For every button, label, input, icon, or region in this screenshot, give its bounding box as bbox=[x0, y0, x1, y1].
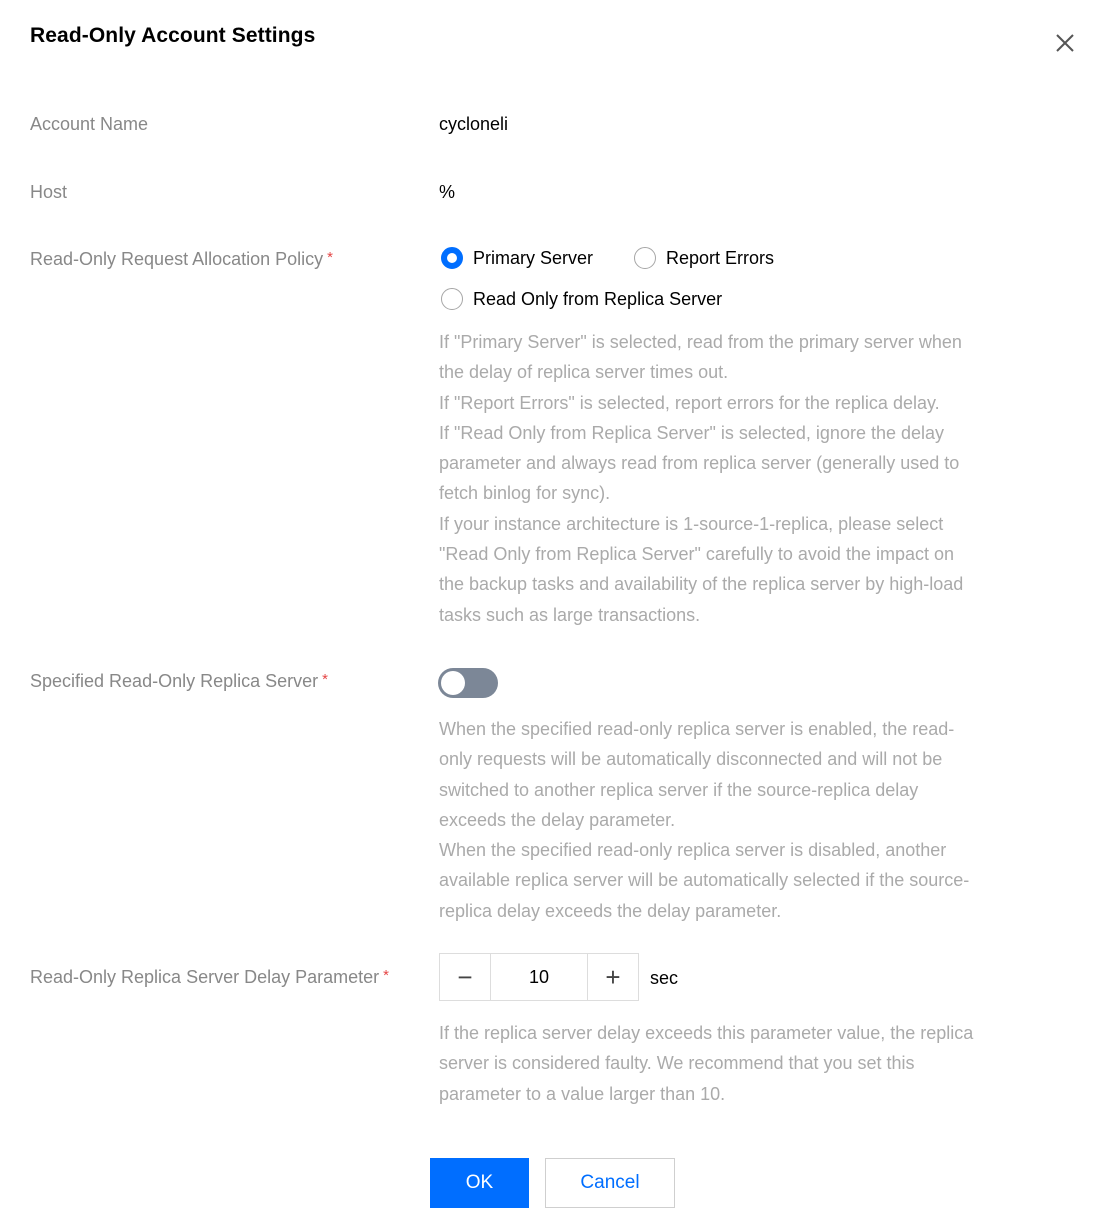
radio-unchecked-icon bbox=[441, 288, 463, 310]
account-name-value: cycloneli bbox=[439, 114, 509, 134]
required-mark: * bbox=[383, 967, 389, 984]
required-mark: * bbox=[327, 249, 333, 266]
help-line: If the replica server delay exceeds this parameter value, the replica bbox=[439, 1023, 974, 1043]
help-line: exceeds the delay parameter. bbox=[439, 809, 676, 830]
delay-help-text bbox=[439, 1018, 1039, 1109]
policy-help-text bbox=[439, 327, 1039, 630]
increment-button[interactable]: + bbox=[587, 954, 638, 1000]
delay-input[interactable] bbox=[491, 954, 587, 1000]
help-line: fetch binlog for sync). bbox=[439, 483, 611, 504]
help-line: available replica server will be automatically selected if the source- bbox=[439, 870, 970, 891]
account-name-label: Account Name bbox=[30, 114, 149, 134]
help-line: the delay of replica server times out. bbox=[439, 362, 729, 383]
delay-stepper bbox=[439, 953, 639, 1001]
help-line: the backup tasks and availability of the replica server by high-load bbox=[439, 574, 964, 595]
delay-unit: sec bbox=[650, 968, 679, 988]
specified-replica-help-text bbox=[439, 714, 1039, 926]
close-icon[interactable] bbox=[1052, 30, 1078, 56]
help-line: If "Report Errors" is selected, report errors for the replica delay. bbox=[439, 392, 940, 413]
help-line: server is considered faulty. We recommend that you set this bbox=[439, 1053, 915, 1074]
radio-checked-icon bbox=[441, 247, 463, 269]
specified-replica-toggle[interactable] bbox=[438, 668, 498, 698]
help-line: If "Primary Server" is selected, read from the primary server when bbox=[439, 332, 962, 352]
host-label: Host bbox=[30, 182, 68, 202]
delay-label bbox=[30, 967, 389, 988]
decrement-button[interactable]: − bbox=[440, 954, 491, 1000]
help-line: parameter to a value larger than 10. bbox=[439, 1083, 726, 1104]
radio-label: Read Only from Replica Server bbox=[473, 288, 723, 309]
required-mark: * bbox=[322, 671, 328, 688]
help-line: parameter and always read from replica server (generally used to bbox=[439, 453, 960, 474]
radio-report-errors[interactable] bbox=[634, 247, 774, 269]
toggle-knob bbox=[441, 671, 465, 695]
host-value: % bbox=[439, 182, 456, 202]
help-line: If "Read Only from Replica Server" is selected, ignore the delay bbox=[439, 422, 945, 443]
radio-unchecked-icon bbox=[634, 247, 656, 269]
help-line: If your instance architecture is 1-source-1-replica, please select bbox=[439, 513, 944, 534]
ok-button[interactable]: OK bbox=[430, 1158, 529, 1208]
radio-label: Primary Server bbox=[473, 247, 594, 268]
specified-replica-label-text: Specified Read-Only Replica Server bbox=[30, 671, 319, 691]
policy-label bbox=[30, 249, 333, 270]
radio-read-only-from-replica[interactable] bbox=[441, 288, 722, 310]
radio-primary-server[interactable] bbox=[441, 247, 593, 269]
radio-label: Report Errors bbox=[666, 247, 775, 268]
specified-replica-label bbox=[30, 671, 328, 692]
help-line: switched to another replica server if the source-replica delay bbox=[439, 779, 919, 800]
help-line: only requests will be automatically disconnected and will not be bbox=[439, 749, 943, 770]
policy-label-text: Read-Only Request Allocation Policy bbox=[30, 249, 324, 269]
help-line: tasks such as large transactions. bbox=[439, 604, 701, 625]
help-line: When the specified read-only replica server is disabled, another bbox=[439, 840, 947, 861]
help-line: replica delay exceeds the delay parameter. bbox=[439, 900, 782, 921]
help-line: When the specified read-only replica server is enabled, the read- bbox=[439, 719, 955, 739]
delay-label-text: Read-Only Replica Server Delay Parameter bbox=[30, 967, 380, 987]
help-line: "Read Only from Replica Server" carefully to avoid the impact on bbox=[439, 544, 955, 565]
cancel-button[interactable]: Cancel bbox=[545, 1158, 675, 1208]
dialog-title: Read-Only Account Settings bbox=[30, 24, 316, 47]
